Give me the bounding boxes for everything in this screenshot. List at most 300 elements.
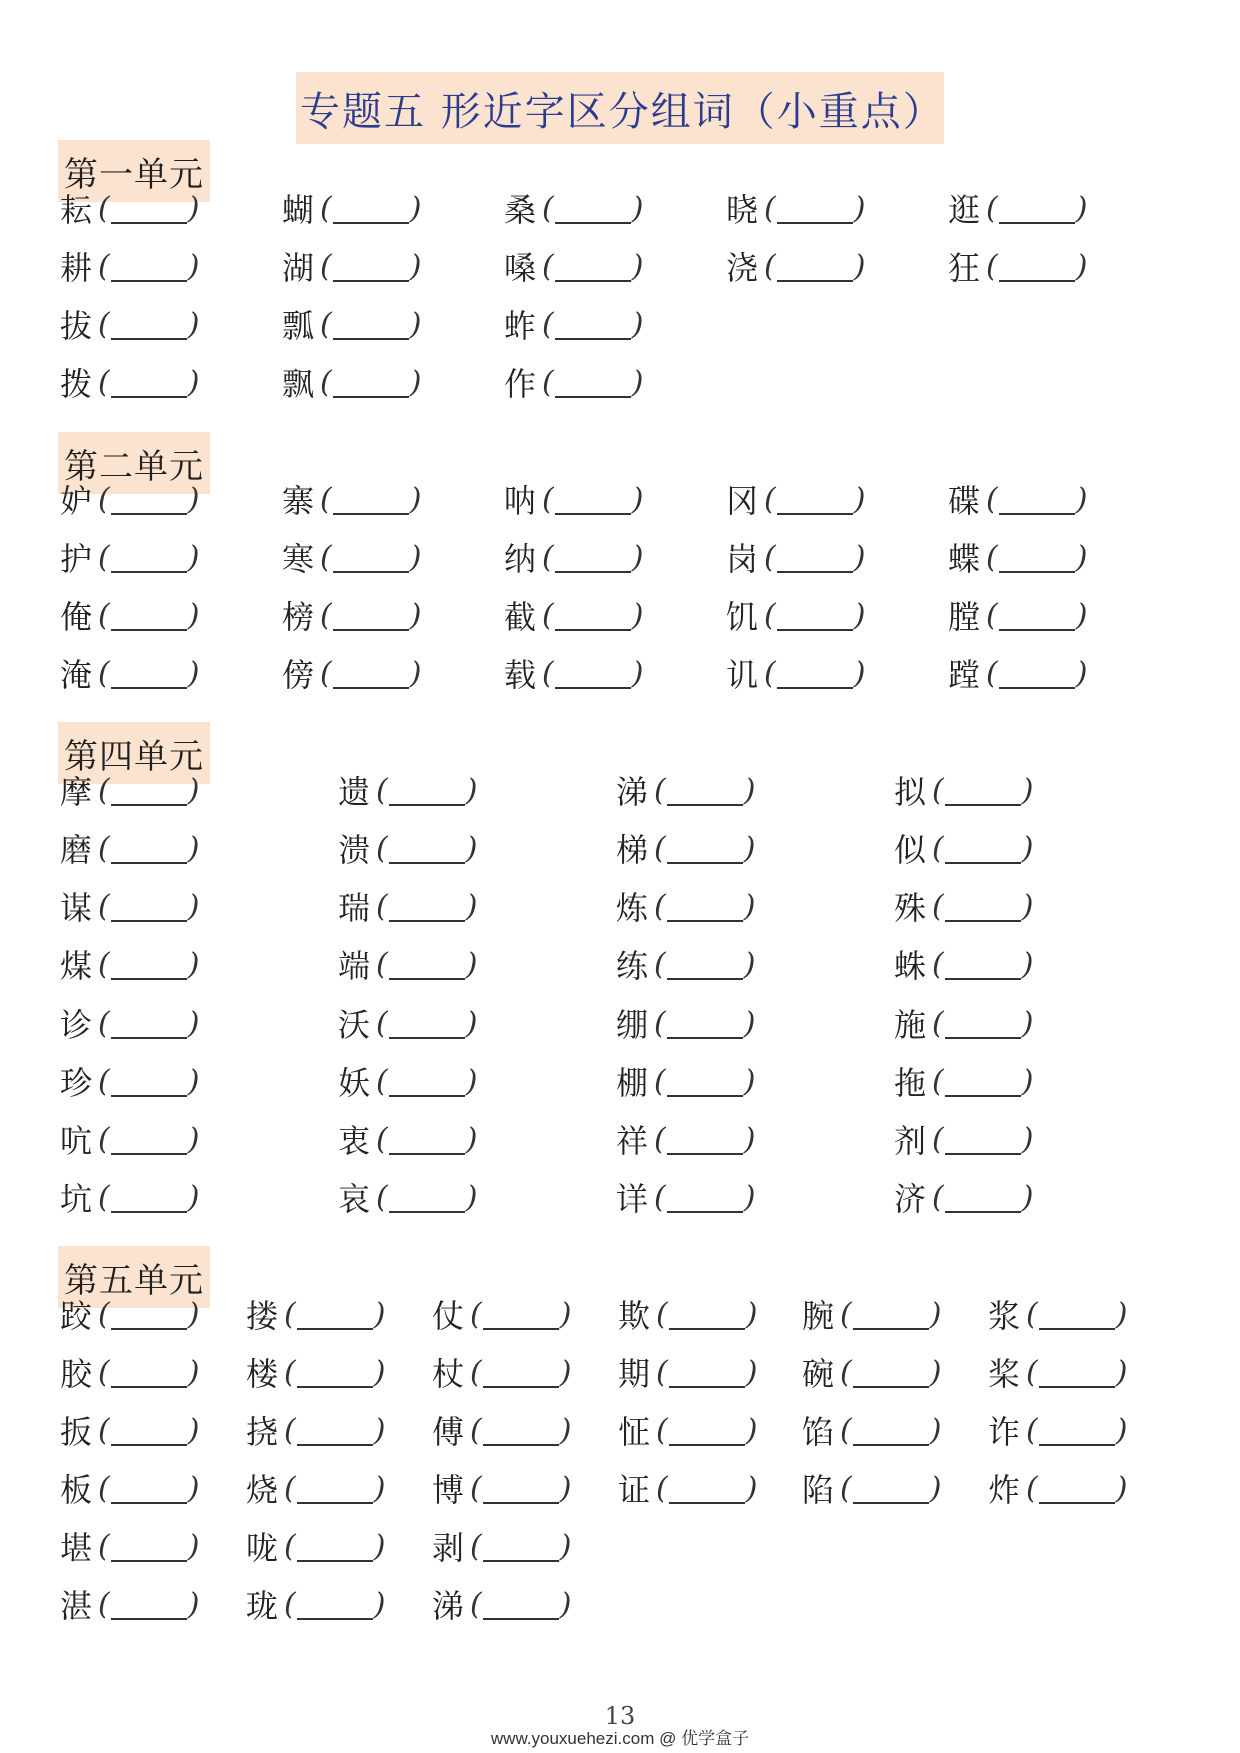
answer-blank[interactable]	[945, 948, 1021, 980]
close-paren: )	[631, 655, 644, 691]
word-item	[726, 477, 865, 521]
word-item	[504, 186, 643, 230]
open-paren: (	[98, 830, 110, 866]
character: 详	[616, 1180, 649, 1218]
answer-blank[interactable]	[333, 308, 409, 340]
character: 怔	[618, 1413, 651, 1451]
character: 溃	[338, 831, 371, 869]
open-paren: (	[98, 1354, 110, 1390]
close-paren: )	[187, 1179, 200, 1215]
close-paren: )	[1021, 772, 1034, 808]
close-paren: )	[187, 597, 200, 633]
character: 逛	[948, 191, 981, 229]
open-paren: (	[376, 830, 388, 866]
answer-blank[interactable]	[111, 832, 187, 864]
answer-blank[interactable]	[333, 250, 409, 282]
word-item	[60, 1059, 199, 1103]
answer-blank[interactable]	[853, 1414, 929, 1446]
answer-blank[interactable]	[777, 599, 853, 631]
word-item	[616, 1059, 755, 1103]
character: 施	[894, 1006, 927, 1044]
character: 扳	[60, 1413, 93, 1451]
close-paren: )	[559, 1470, 572, 1506]
answer-blank[interactable]	[853, 1298, 929, 1330]
answer-blank[interactable]	[945, 1181, 1021, 1213]
open-paren: (	[986, 539, 998, 575]
open-paren: (	[470, 1528, 482, 1564]
character: 炼	[616, 889, 649, 927]
answer-blank[interactable]	[333, 657, 409, 689]
character: 诊	[60, 1006, 93, 1044]
open-paren: (	[1026, 1470, 1038, 1506]
character: 寒	[282, 540, 315, 578]
close-paren: )	[409, 539, 422, 575]
word-item	[338, 884, 477, 928]
close-paren: )	[465, 888, 478, 924]
word-item	[948, 593, 1087, 637]
open-paren: (	[654, 946, 666, 982]
answer-blank[interactable]	[667, 1123, 743, 1155]
open-paren: (	[284, 1412, 296, 1448]
answer-blank[interactable]	[669, 1298, 745, 1330]
open-paren: (	[932, 1121, 944, 1157]
word-item	[60, 593, 199, 637]
character: 浇	[726, 249, 759, 287]
word-item	[948, 244, 1087, 288]
answer-blank[interactable]	[111, 192, 187, 224]
open-paren: (	[98, 772, 110, 808]
close-paren: )	[745, 1412, 758, 1448]
close-paren: )	[187, 772, 200, 808]
answer-blank[interactable]	[389, 1181, 465, 1213]
character: 耘	[60, 191, 93, 229]
open-paren: (	[932, 1005, 944, 1041]
answer-blank[interactable]	[389, 1123, 465, 1155]
word-item	[948, 477, 1087, 521]
answer-blank[interactable]	[483, 1298, 559, 1330]
character: 堪	[60, 1529, 93, 1567]
answer-blank[interactable]	[111, 1298, 187, 1330]
answer-blank[interactable]	[333, 366, 409, 398]
open-paren: (	[98, 655, 110, 691]
answer-blank[interactable]	[111, 541, 187, 573]
character: 珍	[60, 1064, 93, 1102]
character: 馅	[802, 1413, 835, 1451]
character: 讥	[726, 656, 759, 694]
close-paren: )	[1021, 946, 1034, 982]
close-paren: )	[559, 1354, 572, 1390]
answer-blank[interactable]	[667, 1181, 743, 1213]
character: 载	[504, 656, 537, 694]
close-paren: )	[187, 1005, 200, 1041]
answer-blank[interactable]	[853, 1356, 929, 1388]
answer-blank[interactable]	[389, 774, 465, 806]
character: 饥	[726, 598, 759, 636]
open-paren: (	[470, 1586, 482, 1622]
word-item	[60, 535, 199, 579]
answer-blank[interactable]	[555, 483, 631, 515]
answer-blank[interactable]	[945, 890, 1021, 922]
open-paren: (	[470, 1296, 482, 1332]
answer-blank[interactable]	[667, 890, 743, 922]
open-paren: (	[284, 1296, 296, 1332]
close-paren: )	[1075, 190, 1088, 226]
word-item	[616, 1001, 755, 1045]
section-heading: 第四单元	[58, 722, 210, 784]
close-paren: )	[409, 597, 422, 633]
open-paren: (	[654, 888, 666, 924]
answer-blank[interactable]	[111, 948, 187, 980]
close-paren: )	[559, 1296, 572, 1332]
answer-blank[interactable]	[999, 599, 1075, 631]
answer-blank[interactable]	[945, 1007, 1021, 1039]
word-item	[246, 1466, 385, 1510]
open-paren: (	[656, 1412, 668, 1448]
open-paren: (	[932, 1179, 944, 1215]
close-paren: )	[465, 1063, 478, 1099]
answer-blank[interactable]	[999, 483, 1075, 515]
open-paren: (	[376, 1063, 388, 1099]
open-paren: (	[320, 539, 332, 575]
answer-blank[interactable]	[555, 192, 631, 224]
character: 桨	[988, 1355, 1021, 1393]
close-paren: )	[373, 1586, 386, 1622]
answer-blank[interactable]	[483, 1414, 559, 1446]
close-paren: )	[187, 946, 200, 982]
character: 摩	[60, 773, 93, 811]
word-item	[616, 1117, 755, 1161]
character: 拖	[894, 1064, 927, 1102]
close-paren: )	[1115, 1296, 1128, 1332]
answer-blank[interactable]	[999, 192, 1075, 224]
character: 俺	[60, 598, 93, 636]
open-paren: (	[654, 1063, 666, 1099]
answer-blank[interactable]	[999, 541, 1075, 573]
answer-blank[interactable]	[333, 483, 409, 515]
answer-blank[interactable]	[111, 1065, 187, 1097]
close-paren: )	[187, 1528, 200, 1564]
answer-blank[interactable]	[111, 890, 187, 922]
answer-blank[interactable]	[297, 1472, 373, 1504]
character: 烧	[246, 1471, 279, 1509]
section-heading: 第一单元	[58, 140, 210, 202]
close-paren: )	[1075, 597, 1088, 633]
answer-blank[interactable]	[555, 366, 631, 398]
answer-blank[interactable]	[483, 1588, 559, 1620]
character: 拟	[894, 773, 927, 811]
character: 拔	[60, 307, 93, 345]
answer-blank[interactable]	[999, 657, 1075, 689]
answer-blank[interactable]	[111, 1414, 187, 1446]
answer-blank[interactable]	[1039, 1472, 1115, 1504]
word-item	[726, 535, 865, 579]
word-item	[282, 360, 421, 404]
answer-blank[interactable]	[945, 832, 1021, 864]
open-paren: (	[542, 190, 554, 226]
answer-blank[interactable]	[297, 1530, 373, 1562]
close-paren: )	[187, 1586, 200, 1622]
answer-blank[interactable]	[1039, 1356, 1115, 1388]
character: 炸	[988, 1471, 1021, 1509]
close-paren: )	[745, 1296, 758, 1332]
word-item	[338, 942, 477, 986]
character: 杖	[432, 1355, 465, 1393]
close-paren: )	[1075, 248, 1088, 284]
open-paren: (	[764, 190, 776, 226]
open-paren: (	[376, 1121, 388, 1157]
word-item	[802, 1292, 941, 1336]
answer-blank[interactable]	[667, 832, 743, 864]
word-item	[618, 1292, 757, 1336]
word-item	[616, 1175, 755, 1219]
close-paren: )	[465, 1179, 478, 1215]
close-paren: )	[631, 597, 644, 633]
answer-blank[interactable]	[555, 599, 631, 631]
open-paren: (	[320, 248, 332, 284]
word-item	[616, 942, 755, 986]
answer-blank[interactable]	[111, 599, 187, 631]
answer-blank[interactable]	[667, 774, 743, 806]
character: 冈	[726, 482, 759, 520]
character: 浆	[988, 1297, 1021, 1335]
answer-blank[interactable]	[669, 1472, 745, 1504]
open-paren: (	[840, 1470, 852, 1506]
answer-blank[interactable]	[111, 1356, 187, 1388]
character: 殊	[894, 889, 927, 927]
word-item	[504, 535, 643, 579]
close-paren: )	[187, 1412, 200, 1448]
character: 祥	[616, 1122, 649, 1160]
answer-blank[interactable]	[111, 1007, 187, 1039]
answer-blank[interactable]	[483, 1530, 559, 1562]
answer-blank[interactable]	[945, 774, 1021, 806]
close-paren: )	[373, 1470, 386, 1506]
word-item	[60, 302, 199, 346]
word-item	[894, 942, 1033, 986]
close-paren: )	[187, 364, 200, 400]
character: 蛛	[894, 947, 927, 985]
word-item	[726, 651, 865, 695]
open-paren: (	[284, 1528, 296, 1564]
word-item	[988, 1350, 1127, 1394]
answer-blank[interactable]	[297, 1356, 373, 1388]
open-paren: (	[656, 1354, 668, 1390]
character: 蝶	[948, 540, 981, 578]
character: 蚱	[504, 307, 537, 345]
answer-blank[interactable]	[667, 1065, 743, 1097]
answer-blank[interactable]	[999, 250, 1075, 282]
answer-blank[interactable]	[297, 1414, 373, 1446]
close-paren: )	[743, 1063, 756, 1099]
close-paren: )	[1021, 830, 1034, 866]
word-item	[616, 884, 755, 928]
open-paren: (	[98, 1179, 110, 1215]
close-paren: )	[631, 481, 644, 517]
answer-blank[interactable]	[853, 1472, 929, 1504]
character: 胶	[60, 1355, 93, 1393]
word-item	[894, 1001, 1033, 1045]
close-paren: )	[743, 888, 756, 924]
word-item	[504, 477, 643, 521]
open-paren: (	[98, 1296, 110, 1332]
answer-blank[interactable]	[555, 250, 631, 282]
answer-blank[interactable]	[945, 1065, 1021, 1097]
open-paren: (	[1026, 1412, 1038, 1448]
word-item	[282, 302, 421, 346]
open-paren: (	[320, 597, 332, 633]
word-item	[282, 535, 421, 579]
word-item	[988, 1408, 1127, 1452]
open-paren: (	[1026, 1354, 1038, 1390]
open-paren: (	[654, 830, 666, 866]
answer-blank[interactable]	[111, 483, 187, 515]
word-item	[432, 1292, 571, 1336]
close-paren: )	[1075, 539, 1088, 575]
answer-blank[interactable]	[483, 1356, 559, 1388]
open-paren: (	[542, 364, 554, 400]
answer-blank[interactable]	[111, 657, 187, 689]
close-paren: )	[631, 248, 644, 284]
answer-blank[interactable]	[111, 1181, 187, 1213]
character: 涕	[432, 1587, 465, 1625]
close-paren: )	[409, 248, 422, 284]
word-item	[504, 593, 643, 637]
word-item	[432, 1582, 571, 1626]
character: 碗	[802, 1355, 835, 1393]
answer-blank[interactable]	[333, 192, 409, 224]
open-paren: (	[932, 830, 944, 866]
word-item	[60, 651, 199, 695]
close-paren: )	[187, 306, 200, 342]
open-paren: (	[320, 655, 332, 691]
answer-blank[interactable]	[111, 1123, 187, 1155]
word-item	[60, 1408, 199, 1452]
word-item	[894, 768, 1033, 812]
answer-blank[interactable]	[333, 599, 409, 631]
character: 板	[60, 1471, 93, 1509]
answer-blank[interactable]	[667, 948, 743, 980]
answer-blank[interactable]	[111, 1472, 187, 1504]
answer-blank[interactable]	[389, 1007, 465, 1039]
character: 涕	[616, 773, 649, 811]
word-item	[246, 1408, 385, 1452]
answer-blank[interactable]	[111, 250, 187, 282]
word-item	[60, 1582, 199, 1626]
answer-blank[interactable]	[111, 1588, 187, 1620]
answer-blank[interactable]	[389, 1065, 465, 1097]
character: 搂	[246, 1297, 279, 1335]
open-paren: (	[542, 539, 554, 575]
character: 腕	[802, 1297, 835, 1335]
word-item	[894, 1059, 1033, 1103]
character: 梯	[616, 831, 649, 869]
character: 淹	[60, 656, 93, 694]
word-item	[60, 1001, 199, 1045]
answer-blank[interactable]	[777, 192, 853, 224]
close-paren: )	[559, 1586, 572, 1622]
open-paren: (	[986, 655, 998, 691]
open-paren: (	[98, 888, 110, 924]
character: 仗	[432, 1297, 465, 1335]
close-paren: )	[187, 248, 200, 284]
answer-blank[interactable]	[667, 1007, 743, 1039]
character: 飘	[282, 365, 315, 403]
open-paren: (	[98, 1412, 110, 1448]
close-paren: )	[187, 1470, 200, 1506]
character: 寨	[282, 482, 315, 520]
open-paren: (	[542, 655, 554, 691]
word-item	[282, 593, 421, 637]
character: 拨	[60, 365, 93, 403]
answer-blank[interactable]	[111, 774, 187, 806]
answer-blank[interactable]	[555, 308, 631, 340]
word-item	[432, 1466, 571, 1510]
close-paren: )	[1075, 655, 1088, 691]
character: 练	[616, 947, 649, 985]
answer-blank[interactable]	[555, 541, 631, 573]
answer-blank[interactable]	[297, 1588, 373, 1620]
answer-blank[interactable]	[389, 832, 465, 864]
close-paren: )	[409, 364, 422, 400]
character: 妖	[338, 1064, 371, 1102]
close-paren: )	[187, 539, 200, 575]
answer-blank[interactable]	[483, 1472, 559, 1504]
close-paren: )	[631, 539, 644, 575]
word-item	[894, 1117, 1033, 1161]
word-item	[60, 884, 199, 928]
character: 谋	[60, 889, 93, 927]
answer-blank[interactable]	[1039, 1298, 1115, 1330]
close-paren: )	[373, 1296, 386, 1332]
answer-blank[interactable]	[389, 890, 465, 922]
close-paren: )	[743, 1121, 756, 1157]
close-paren: )	[465, 1005, 478, 1041]
answer-blank[interactable]	[389, 948, 465, 980]
answer-blank[interactable]	[777, 483, 853, 515]
answer-blank[interactable]	[777, 657, 853, 689]
answer-blank[interactable]	[777, 250, 853, 282]
answer-blank[interactable]	[111, 1530, 187, 1562]
character: 磨	[60, 831, 93, 869]
word-item	[338, 826, 477, 870]
character: 岗	[726, 540, 759, 578]
character: 膛	[948, 598, 981, 636]
open-paren: (	[320, 364, 332, 400]
answer-blank[interactable]	[945, 1123, 1021, 1155]
word-item	[616, 826, 755, 870]
answer-blank[interactable]	[555, 657, 631, 689]
character: 遗	[338, 773, 371, 811]
close-paren: )	[373, 1528, 386, 1564]
answer-blank[interactable]	[669, 1356, 745, 1388]
answer-blank[interactable]	[333, 541, 409, 573]
character: 沃	[338, 1006, 371, 1044]
close-paren: )	[853, 481, 866, 517]
open-paren: (	[542, 481, 554, 517]
close-paren: )	[187, 1354, 200, 1390]
answer-blank[interactable]	[1039, 1414, 1115, 1446]
answer-blank[interactable]	[111, 308, 187, 340]
close-paren: )	[1075, 481, 1088, 517]
answer-blank[interactable]	[297, 1298, 373, 1330]
open-paren: (	[98, 364, 110, 400]
character: 哀	[338, 1180, 371, 1218]
answer-blank[interactable]	[777, 541, 853, 573]
answer-blank[interactable]	[111, 366, 187, 398]
close-paren: )	[187, 655, 200, 691]
answer-blank[interactable]	[669, 1414, 745, 1446]
word-item	[60, 768, 199, 812]
